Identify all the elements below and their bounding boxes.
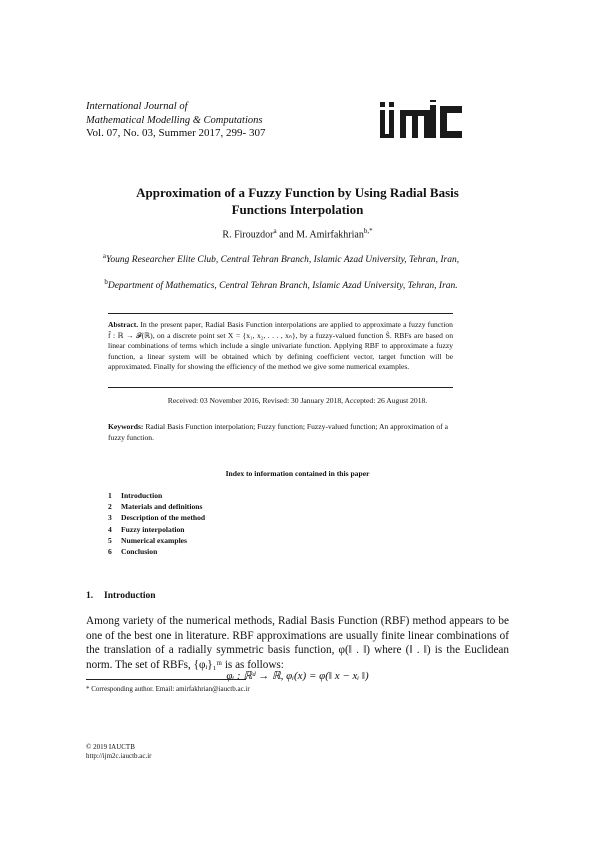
abstract-text: In the present paper, Radial Basis Function interpolations are applied to approximate a fuzzy function f̃ : ℝ → 𝓕(ℝ), on a discrete point set X = {x₁, x₂, . . . , xₙ}, by a fuzzy-valued function S̃. RBFs are based on linear combinations of terms which include a single univariate function. Applying RBF to approximate a fuzzy function, a linear system will be obtained which by defining coefficient vector, target function will be approximated. Finally for showing the efficiency of the method we give some numerical examples. <box>108 320 453 372</box>
affiliation-b-mark: b <box>104 278 108 286</box>
journal-logo <box>378 100 464 140</box>
received-dates: Received: 03 November 2016, Revised: 30 January 2018, Accepted: 26 August 2018. <box>167 396 428 405</box>
author-2-mark: b,* <box>363 227 373 235</box>
table-of-contents <box>108 490 205 557</box>
section-heading <box>86 591 156 601</box>
affiliation-a <box>86 250 476 267</box>
title-line1: Approximation of a Fuzzy Function by Using Radial Basis <box>136 185 459 200</box>
toc-num: 3 <box>108 513 112 523</box>
journal-volume: Vol. 07, No. 03, Summer 2017, 299- 307 <box>86 127 266 139</box>
toc-num: 4 <box>108 524 112 534</box>
toc-item[interactable] <box>108 535 205 546</box>
footnote-rule <box>86 679 246 680</box>
footnote: * Corresponding author. Email: amirfakhrian@iauctb.ac.ir <box>86 685 250 693</box>
toc-item[interactable] <box>108 524 205 535</box>
toc-item[interactable] <box>108 512 205 523</box>
author-1-mark: a <box>273 227 277 235</box>
section-body: Among variety of the numerical methods, Radial Basis Function (RBF) method appears to be one of the best one in literature. RBF approximations are usually finite linear combinations of the translation of a radially symmetric basis function, φ(‖ . ‖) where (‖ . ‖) is the Euclidean norm. The set of RBFs, {φᵢ}₁ᵐ is as follows: <box>86 615 509 671</box>
abstract-top-rule <box>108 313 453 314</box>
affiliation-a-mark: a <box>102 252 106 260</box>
journal-header <box>86 100 265 141</box>
affiliation-b <box>86 276 476 293</box>
paper-title <box>100 184 495 218</box>
author-1: R. Firouzdor <box>222 229 274 241</box>
title-line2: Functions Interpolation <box>231 202 364 217</box>
toc-label: Introduction <box>121 491 163 500</box>
section-number: 1. <box>86 591 94 601</box>
toc-label: Numerical examples <box>121 535 188 545</box>
toc-num: 5 <box>108 535 112 545</box>
toc-num: 2 <box>108 502 112 512</box>
copyright-line1: © 2019 IAUCTB <box>86 743 135 751</box>
toc-item[interactable] <box>108 501 205 512</box>
section-title: Introduction <box>104 591 156 601</box>
keywords <box>108 422 453 443</box>
abstract <box>108 320 453 373</box>
abstract-bottom-rule <box>108 387 453 388</box>
affiliation-b-text: Department of Mathematics, Central Tehran Branch, Islamic Azad University, Tehran, Iran. <box>107 281 458 292</box>
index-heading: Index to information contained in this paper <box>225 469 370 478</box>
toc-item[interactable] <box>108 490 205 501</box>
equation: φᵢ : ℝᵈ → ℝ, φᵢ(x) = φ(‖ x − xᵢ ‖) <box>226 670 369 682</box>
toc-label: Fuzzy interpolation <box>121 524 185 534</box>
toc-label: Description of the method <box>121 513 206 523</box>
authors <box>100 227 495 240</box>
copyright <box>86 743 152 761</box>
keywords-label: Keywords: <box>108 422 144 431</box>
affiliation-a-text: Young Researcher Elite Club, Central Tehran Branch, Islamic Azad University, Tehran, Iran, <box>106 255 460 266</box>
toc-label: Materials and definitions <box>121 502 203 512</box>
toc-num: 6 <box>108 547 112 557</box>
author-2: and M. Amirfakhrian <box>276 229 364 241</box>
journal-name-line2: Mathematical Modelling & Computations <box>86 114 263 126</box>
abstract-label: Abstract. <box>108 320 139 329</box>
journal-url: http://ijm2c.iauctb.ac.ir <box>86 752 152 760</box>
toc-label: Conclusion <box>121 547 158 557</box>
journal-name-line1: International Journal of <box>86 101 188 112</box>
keywords-text: Radial Basis Function interpolation; Fuzzy function; Fuzzy-valued function; An approximation of a fuzzy function. <box>108 422 448 442</box>
toc-num: 1 <box>108 491 112 500</box>
toc-item[interactable] <box>108 546 205 557</box>
